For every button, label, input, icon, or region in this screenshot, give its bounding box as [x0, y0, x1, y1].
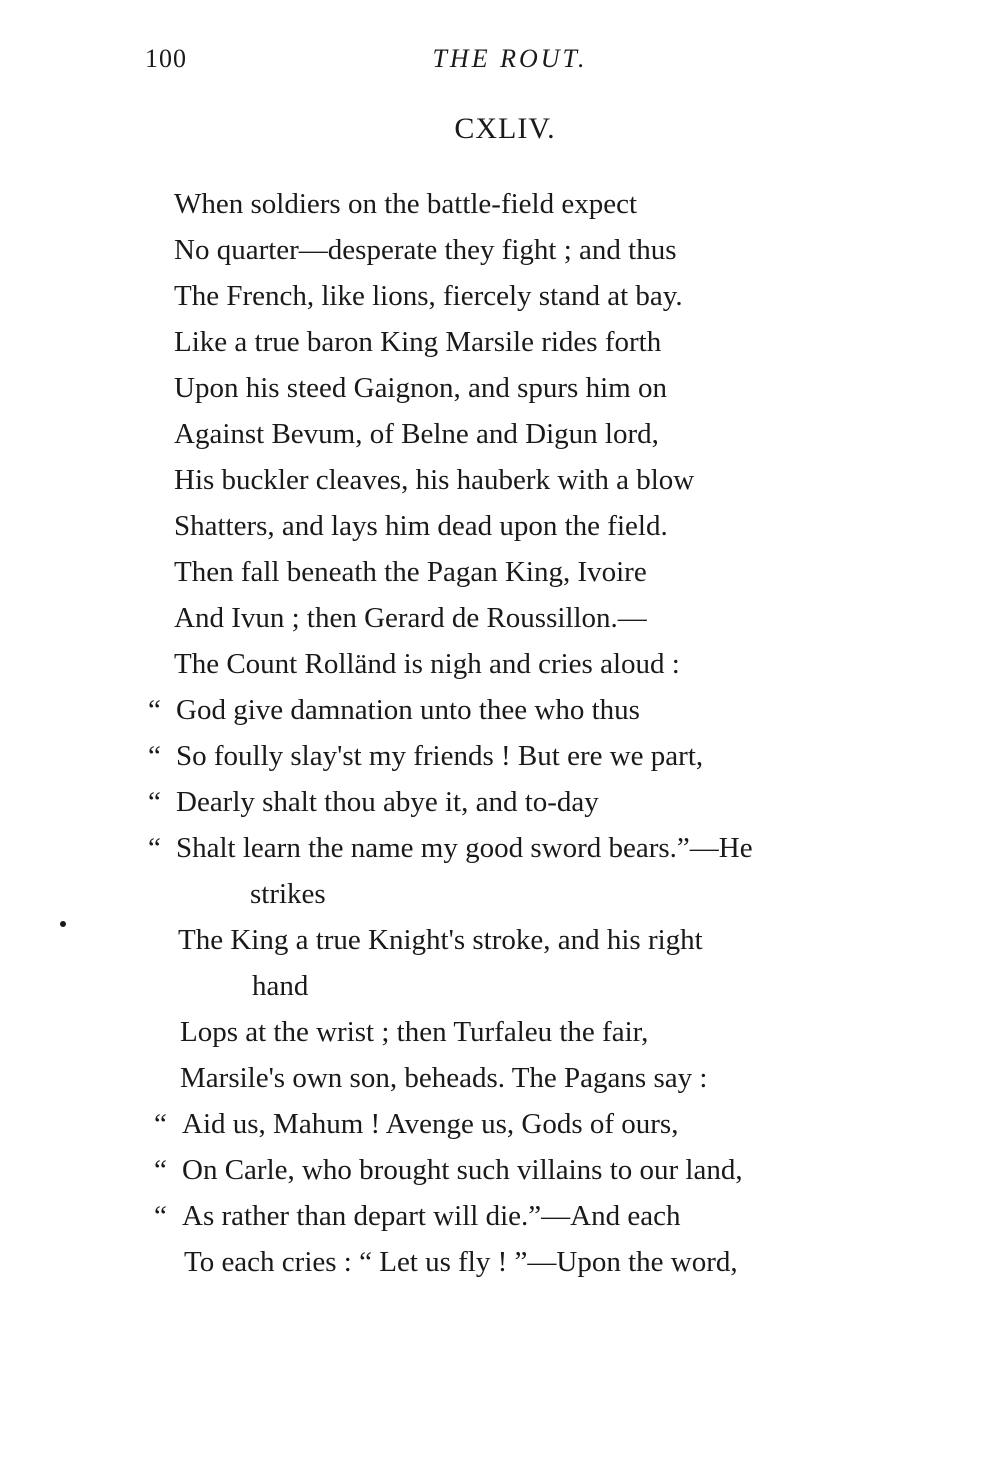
verse-line-continuation: hand — [252, 970, 309, 1002]
quote-mark: “ — [148, 786, 161, 818]
verse-line: The King a true Knight's stroke, and his right — [178, 924, 703, 956]
verse-line: Lops at the wrist ; then Turfaleu the fair, — [180, 1016, 649, 1048]
verse-line: Shatters, and lays him dead upon the field. — [174, 510, 668, 542]
quote-mark: “ — [154, 1108, 167, 1140]
quote-mark: “ — [148, 740, 161, 772]
ink-speck — [60, 921, 66, 927]
verse-line: “ So foully slay'st my friends ! But ere we part, — [148, 740, 704, 772]
verse-line: Upon his steed Gaignon, and spurs him on — [174, 372, 667, 404]
verse-line: “ Dearly shalt thou abye it, and to-day — [148, 786, 599, 818]
quote-mark: “ — [148, 694, 161, 726]
verse-line: When soldiers on the battle-field expect — [174, 188, 638, 220]
running-title: THE ROUT. — [432, 44, 588, 73]
page-number: 100 — [145, 44, 187, 73]
verse-line: Then fall beneath the Pagan King, Ivoire — [174, 556, 647, 588]
verse-line: The Count Rolländ is nigh and cries aloud : — [174, 648, 680, 680]
quote-mark: “ — [154, 1200, 167, 1232]
quote-mark: “ — [148, 832, 161, 864]
verse-line-continuation: strikes — [250, 878, 326, 910]
verse-line: Marsile's own son, beheads. The Pagans say : — [180, 1062, 708, 1094]
verse-line: “ God give damnation unto thee who thus — [148, 694, 640, 726]
verse-line: “ On Carle, who brought such villains to our land, — [154, 1154, 743, 1186]
verse-line: “ Shalt learn the name my good sword bears.”—He — [148, 832, 753, 864]
verse-line: Against Bevum, of Belne and Digun lord, — [174, 418, 659, 450]
verse-line: “ Aid us, Mahum ! Avenge us, Gods of ours, — [154, 1108, 679, 1140]
verse-line: No quarter—desperate they fight ; and thus — [174, 234, 677, 266]
verse-line: Like a true baron King Marsile rides forth — [174, 326, 662, 358]
verse-line: And Ivun ; then Gerard de Roussillon.— — [174, 602, 647, 634]
quote-mark: “ — [154, 1154, 167, 1186]
verse-line: To each cries : “ Let us fly ! ”—Upon the word, — [184, 1246, 738, 1278]
verse-line: “ As rather than depart will die.”—And each — [154, 1200, 681, 1232]
verse-line: His buckler cleaves, his hauberk with a blow — [174, 464, 695, 496]
verse-line: The French, like lions, fiercely stand at bay. — [174, 280, 683, 312]
stanza-number: CXLIV. — [454, 112, 556, 145]
